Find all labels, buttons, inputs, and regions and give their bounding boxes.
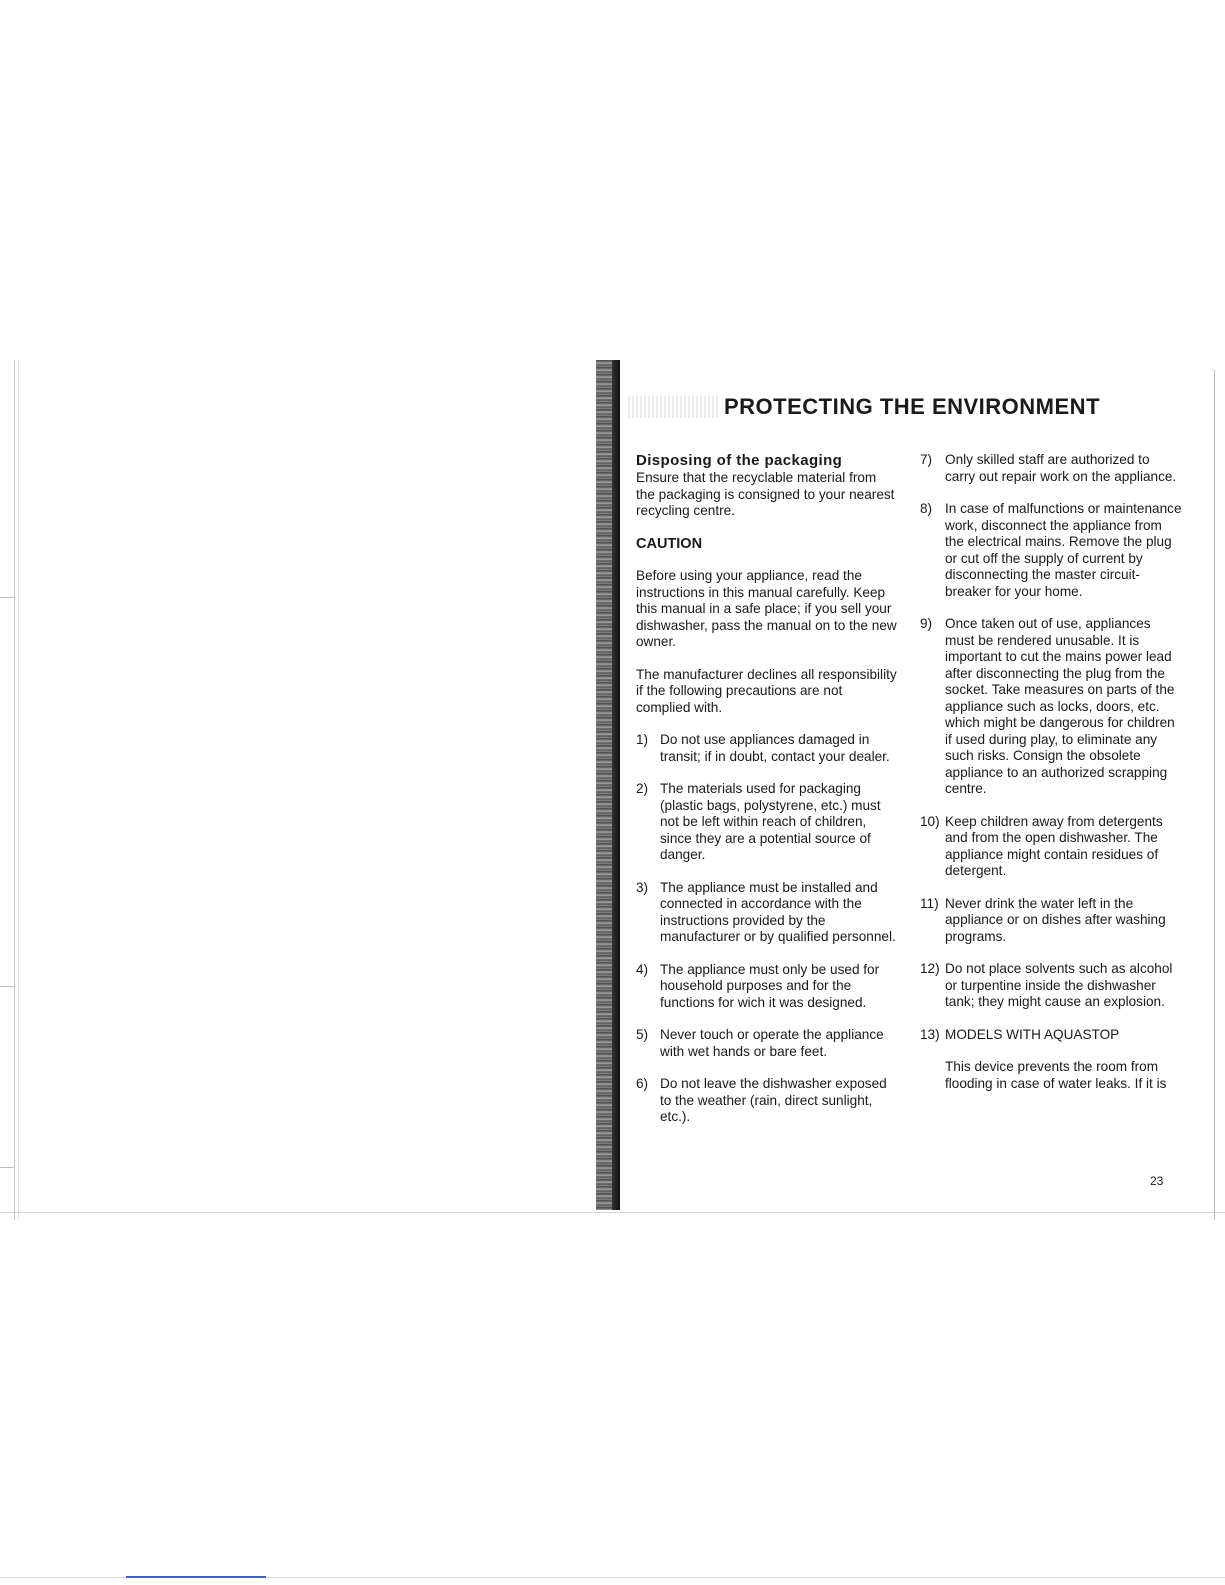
list-item bbox=[636, 1076, 898, 1126]
item-number: 12) bbox=[920, 961, 940, 976]
list-item bbox=[920, 896, 1182, 946]
page-bottom-rule bbox=[0, 1212, 1225, 1213]
left-column bbox=[636, 452, 898, 1126]
book-spine-edge bbox=[612, 360, 620, 1210]
intro-paragraph: Before using your appliance, read the instructions in this manual carefully. Keep this manual in a safe place; if you sell your dishwasher, pass the manual on to the new owner. bbox=[636, 568, 897, 649]
item-text: Never touch or operate the appliance with wet hands or bare feet. bbox=[660, 1027, 884, 1059]
item-text: In case of malfunctions or maintenance work, disconnect the appliance from the electrical mains. Remove the plug or cut off the supply of current by disconnecting the master circuit-breaker for your home. bbox=[945, 501, 1182, 599]
scan-mark bbox=[0, 986, 14, 987]
item-number: 7) bbox=[920, 452, 933, 467]
list-item bbox=[636, 732, 898, 765]
item-text: The appliance must only be used for household purposes and for the functions for wich it was designed. bbox=[660, 961, 880, 1010]
packaging-text: Ensure that the recyclable material from the packaging is consigned to your nearest recycling centre. bbox=[636, 470, 895, 518]
item-text: Keep children away from detergents and from the open dishwasher. The appliance might contain residues of detergent. bbox=[945, 813, 1163, 878]
item-number: 6) bbox=[636, 1076, 649, 1091]
page-number: 23 bbox=[1150, 1174, 1164, 1188]
item-number: 1) bbox=[636, 732, 649, 747]
item-text: Only skilled staff are authorized to carry out repair work on the appliance. bbox=[945, 452, 1177, 484]
item-text: The materials used for packaging (plastic bags, polystyrene, etc.) must not be left within reach of children, since they are a potential source of danger. bbox=[660, 781, 881, 862]
list-item bbox=[920, 501, 1182, 600]
item-number: 13) bbox=[920, 1026, 940, 1042]
list-item bbox=[920, 814, 1182, 880]
item-text: Never drink the water left in the appliance or on dishes after washing programs. bbox=[945, 895, 1166, 944]
item-text: Do not leave the dishwasher exposed to the weather (rain, direct sunlight, etc.). bbox=[660, 1076, 887, 1124]
item-number: 4) bbox=[636, 961, 649, 977]
item-text: Once taken out of use, appliances must be rendered unusable. It is important to cut the mains power lead after disconnecting the plug from the socket. Take measures on parts of the appliance such as locks, doors, etc. which might be dangerous for children if used during play, to eliminate any such risks. Consign the obsolete appliance to an authorized scrapping centre. bbox=[945, 616, 1175, 796]
footer-link-underline bbox=[126, 1576, 266, 1578]
list-item bbox=[920, 452, 1182, 485]
scan-edge-left-inner bbox=[18, 360, 19, 1220]
list-item bbox=[636, 1027, 898, 1060]
title-shading bbox=[628, 396, 718, 418]
item-text: Do not place solvents such as alcohol or turpentine inside the dishwasher tank; they might cause an explosion. bbox=[945, 961, 1173, 1009]
scan-mark bbox=[0, 1167, 14, 1168]
list-item bbox=[636, 962, 898, 1012]
scan-edge-left bbox=[14, 360, 15, 1220]
item-number: 9) bbox=[920, 616, 933, 631]
item-text: MODELS WITH AQUASTOP bbox=[945, 1026, 1120, 1042]
scan-edge-right bbox=[1214, 370, 1215, 1220]
item-number: 8) bbox=[920, 501, 933, 516]
caution-heading: CAUTION bbox=[636, 535, 703, 552]
item-number: 11) bbox=[920, 895, 939, 911]
list-item bbox=[636, 781, 898, 864]
packaging-heading: Disposing of the packaging bbox=[636, 452, 843, 469]
list-item bbox=[920, 1027, 1182, 1044]
page-title: PROTECTING THE ENVIRONMENT bbox=[724, 394, 1101, 419]
list-item bbox=[920, 616, 1182, 798]
item-number: 3) bbox=[636, 879, 649, 895]
item-number: 10) bbox=[920, 813, 940, 829]
right-column bbox=[920, 452, 1182, 1092]
item-text: Do not use appliances damaged in transit; if in doubt, contact your dealer. bbox=[660, 732, 890, 764]
item-number: 5) bbox=[636, 1027, 649, 1042]
scan-mark bbox=[0, 597, 14, 598]
list-item bbox=[920, 961, 1182, 1011]
intro-paragraph: The manufacturer declines all responsibility if the following precautions are not complied with. bbox=[636, 666, 897, 715]
item-text: The appliance must be installed and connected in accordance with the instructions provided by the manufacturer or by qualified personnel. bbox=[660, 879, 896, 944]
item-number: 2) bbox=[636, 781, 649, 796]
aquastop-text: This device prevents the room from flooding in case of water leaks. If it is bbox=[945, 1059, 1167, 1091]
list-item bbox=[636, 880, 898, 946]
